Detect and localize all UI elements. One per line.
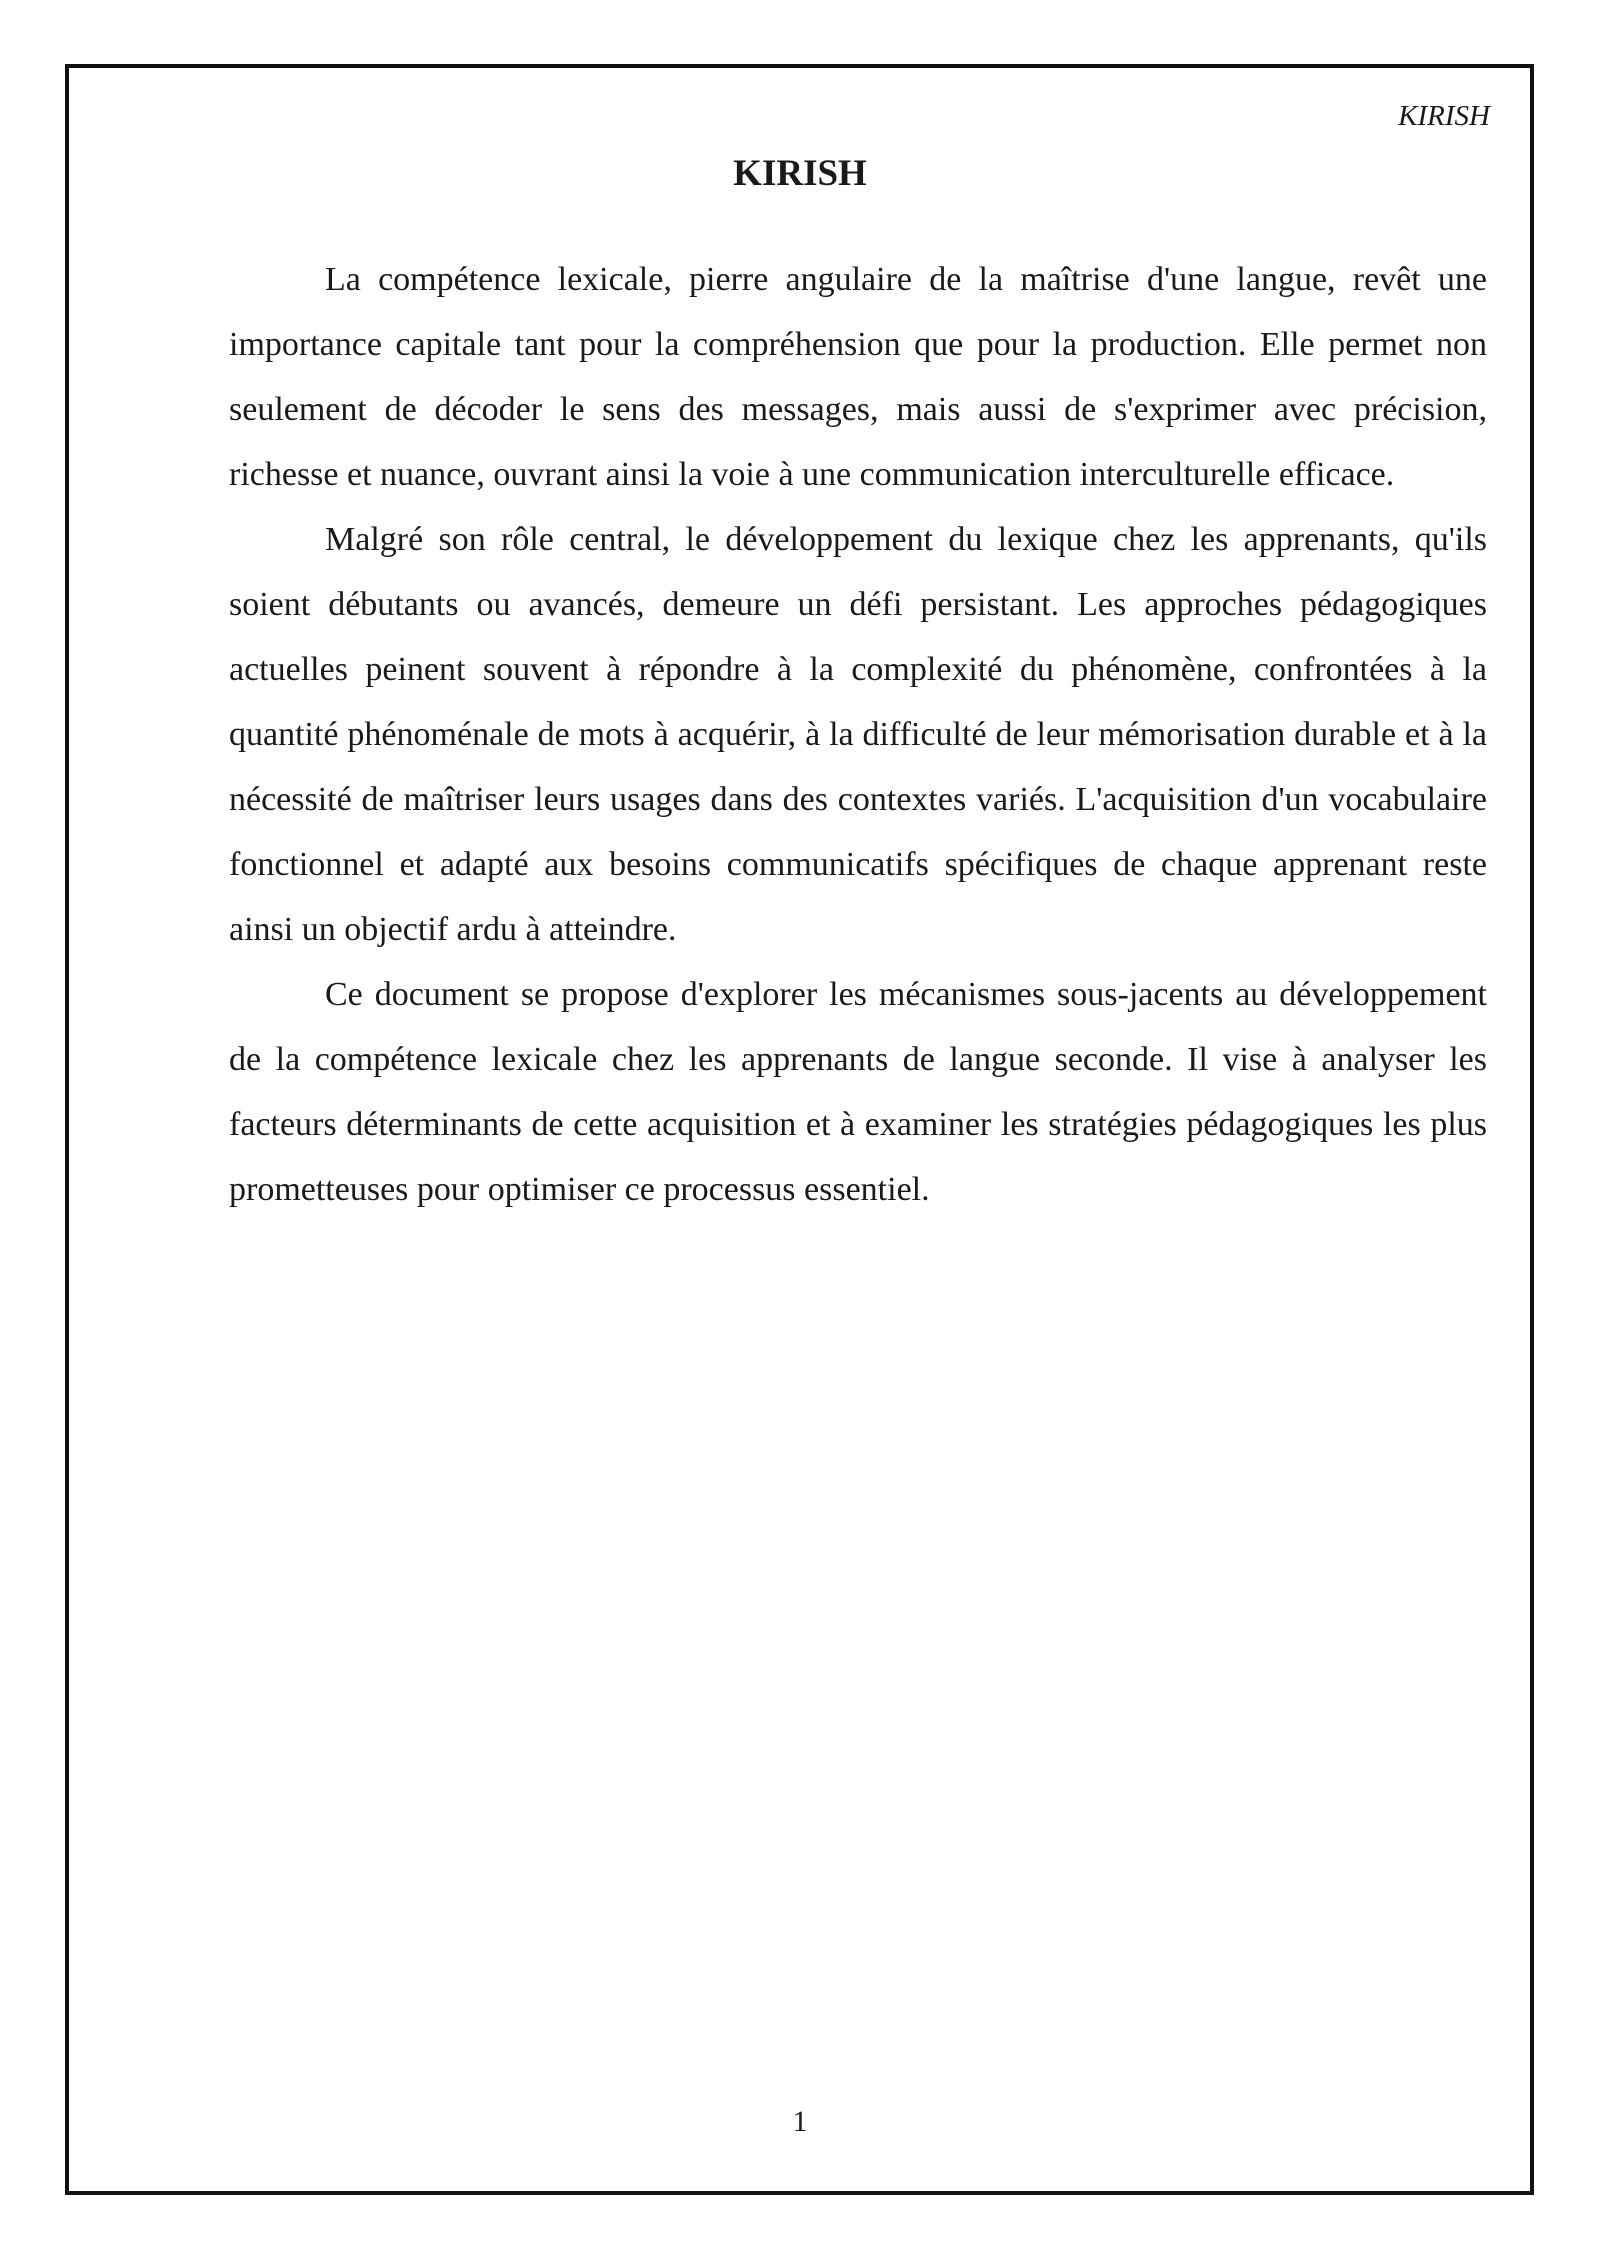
- paragraph-1: La compétence lexicale, pierre angulaire de la maîtrise d'une langue, revêt une importance capitale tant pour la compréhension que pour la production. Elle permet non seulement de décoder le sens des messages, mais aussi de s'exprimer avec précision, richesse et nuance, ouvrant ainsi la voie à une communication interculturelle efficace.: [229, 261, 1487, 493]
- page-number: 1: [792, 2105, 808, 2138]
- paragraph-2: Malgré son rôle central, le développement du lexique chez les apprenants, qu'ils soient débutants ou avancés, demeure un défi persistant. Les approches pédagogiques actuelles peinent souvent à répondre à la complexité du phénomène, confrontées à la quantité phénoménale de mots à acquérir, à la difficulté de leur mémorisation durable et à la nécessité de maîtriser leurs usages dans des contextes variés. L'acquisition d'un vocabulaire fonctionnel et adapté aux besoins communicatifs spécifiques de chaque apprenant reste ainsi un objectif ardu à atteindre.: [229, 521, 1487, 948]
- document-title: KIRISH: [733, 153, 867, 194]
- document-body: [229, 247, 1487, 1222]
- paragraph-3: Ce document se propose d'explorer les mécanismes sous-jacents au développement de la compétence lexicale chez les apprenants de langue seconde. Il vise à analyser les facteurs déterminants de cette acquisition et à examiner les stratégies pédagogiques les plus prometteuses pour optimiser ce processus essentiel.: [229, 976, 1487, 1208]
- running-header: KIRISH: [1398, 100, 1490, 132]
